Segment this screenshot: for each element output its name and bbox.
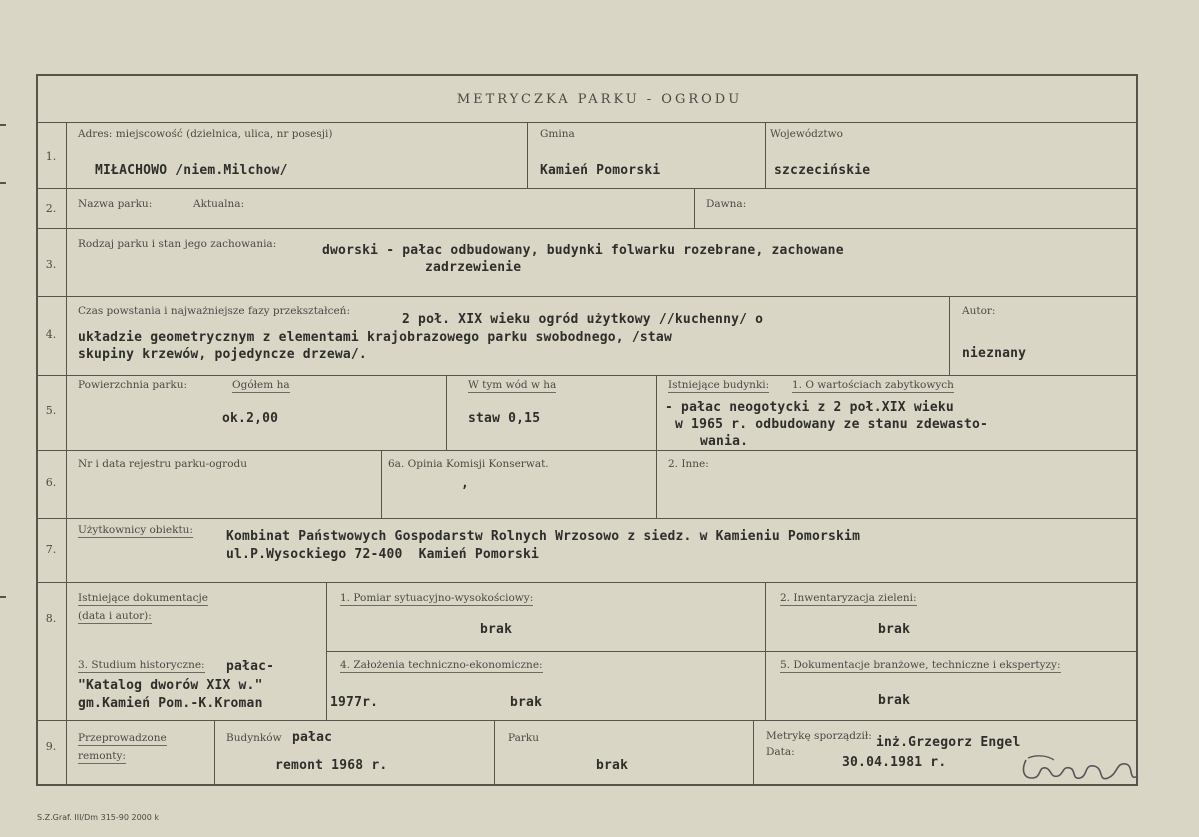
buildings-renovation-value-line2: remont 1968 r. [275,758,388,773]
historical-study-label: 3. Studium historyczne: [78,659,205,671]
survey-value: brak [480,622,513,637]
print-footer: S.Z.Graf. III/Dm 315-90 2000 k [37,813,160,822]
conservation-opinion-mark: , [461,476,470,491]
buildings-value-line1: - pałac neogotycki z 2 poł.XIX wieku [665,400,954,415]
existing-docs-label: Istniejące dokumentacje [78,592,208,604]
users-label: Użytkownicy obiektu: [78,524,193,536]
historical-study-value-line1: pałac- [226,659,275,674]
row-number-3: 3. [45,258,57,271]
history-phases-line2: układzie geometrycznym z elementami krajobrazowego parku swobodnego, /staw [78,330,672,345]
green-inventory-value: brak [878,622,911,637]
row-number-8: 8. [45,612,57,625]
buildings-label: Istniejące budynki: [668,379,770,391]
total-area-value: ok.2,00 [222,411,279,426]
author-label: Autor: [962,305,996,317]
form-title: METRYCZKA PARKU - OGRODU [456,92,743,107]
other-label: 2. Inne: [668,458,709,470]
park-name-label: Nazwa parku: [78,198,153,210]
prepared-by-value: inż.Grzegorz Engel [876,735,1021,750]
green-inventory-label: 2. Inwentaryzacja zieleni: [780,592,917,604]
address-label: Adres: miejscowość (dzielnica, ulica, nr posesji) [78,128,333,140]
current-name-label: Aktualna: [193,198,245,210]
buildings-value-line2: w 1965 r. odbudowany ze stanu zdewasto- [675,417,989,432]
park-area-label: Powierzchnia parku: [78,379,188,391]
registry-label: Nr i data rejestru parku-ogrodu [78,458,248,470]
buildings-value-line3: wania. [700,434,749,449]
former-name-label: Dawna: [706,198,747,210]
branch-docs-value: brak [878,693,911,708]
prepared-by-label: Metrykę sporządził: [766,730,872,742]
park-renovation-value: brak [596,758,629,773]
row-number-4: 4. [45,328,57,341]
author-value: nieznany [962,346,1027,361]
park-renovation-label: Parku [508,732,539,744]
row-number-5: 5. [45,404,57,417]
park-type-value-line2: zadrzewienie [425,260,522,275]
park-type-value-line1: dworski - pałac odbudowany, budynki folwarku rozebrane, zachowane [322,243,844,258]
renovations-sublabel: remonty: [78,750,126,762]
history-phases-label: Czas powstania i najważniejsze fazy przekształceń: [78,305,350,317]
water-area-value: staw 0,15 [468,411,541,426]
history-phases-line3: skupiny krzewów, pojedyncze drzewa/. [78,347,367,362]
park-type-label: Rodzaj parku i stan jego zachowania: [78,238,277,250]
branch-docs-label: 5. Dokumentacje branżowe, techniczne i ekspertyzy: [780,659,1061,671]
date-label: Data: [766,746,795,758]
existing-docs-sublabel: (data i autor): [78,610,152,622]
gmina-value: Kamień Pomorski [540,163,661,178]
tech-econ-label: 4. Założenia techniczno-ekonomiczne: [340,659,543,671]
monument-buildings-label: 1. O wartościach zabytkowych [792,379,954,391]
survey-label: 1. Pomiar sytuacyjno-wysokościowy: [340,592,534,604]
historical-study-value-line3: gm.Kamień Pom.-K.Kroman [78,696,263,711]
row-number-7: 7. [45,543,57,556]
water-area-label: W tym wód w ha [468,379,557,391]
row-number-9: 9. [45,740,57,753]
history-phases-line1: 2 poł. XIX wieku ogród użytkowy //kuchenny/ o [402,312,764,327]
total-area-label: Ogółem ha [232,379,290,391]
tech-econ-value: brak [510,695,543,710]
renovations-label: Przeprowadzone [78,732,167,744]
gmina-label: Gmina [540,128,575,140]
row-number-1: 1. [45,150,57,163]
date-value: 30.04.1981 r. [842,755,947,770]
address-value: MIŁACHOWO /niem.Milchow/ [95,163,288,178]
row-number-6: 6. [45,476,57,489]
users-value-line1: Kombinat Państwowych Gospodarstw Rolnych Wrzosowo z siedz. w Kamieniu Pomorskim [226,529,861,544]
buildings-renovation-label: Budynków [226,732,282,744]
voivodeship-label: Województwo [770,128,843,140]
buildings-renovation-value-line1: pałac [292,730,333,745]
row-number-2: 2. [45,202,57,215]
tech-econ-year: 1977r. [330,695,379,710]
users-value-line2: ul.P.Wysockiego 72-400 Kamień Pomorski [226,547,540,562]
historical-study-value-line2: "Katalog dworów XIX w." [78,678,263,693]
conservation-opinion-label: 6a. Opinia Komisji Konserwat. [388,458,549,470]
voivodeship-value: szczecińskie [774,163,871,178]
signature-drawing [1018,748,1148,793]
